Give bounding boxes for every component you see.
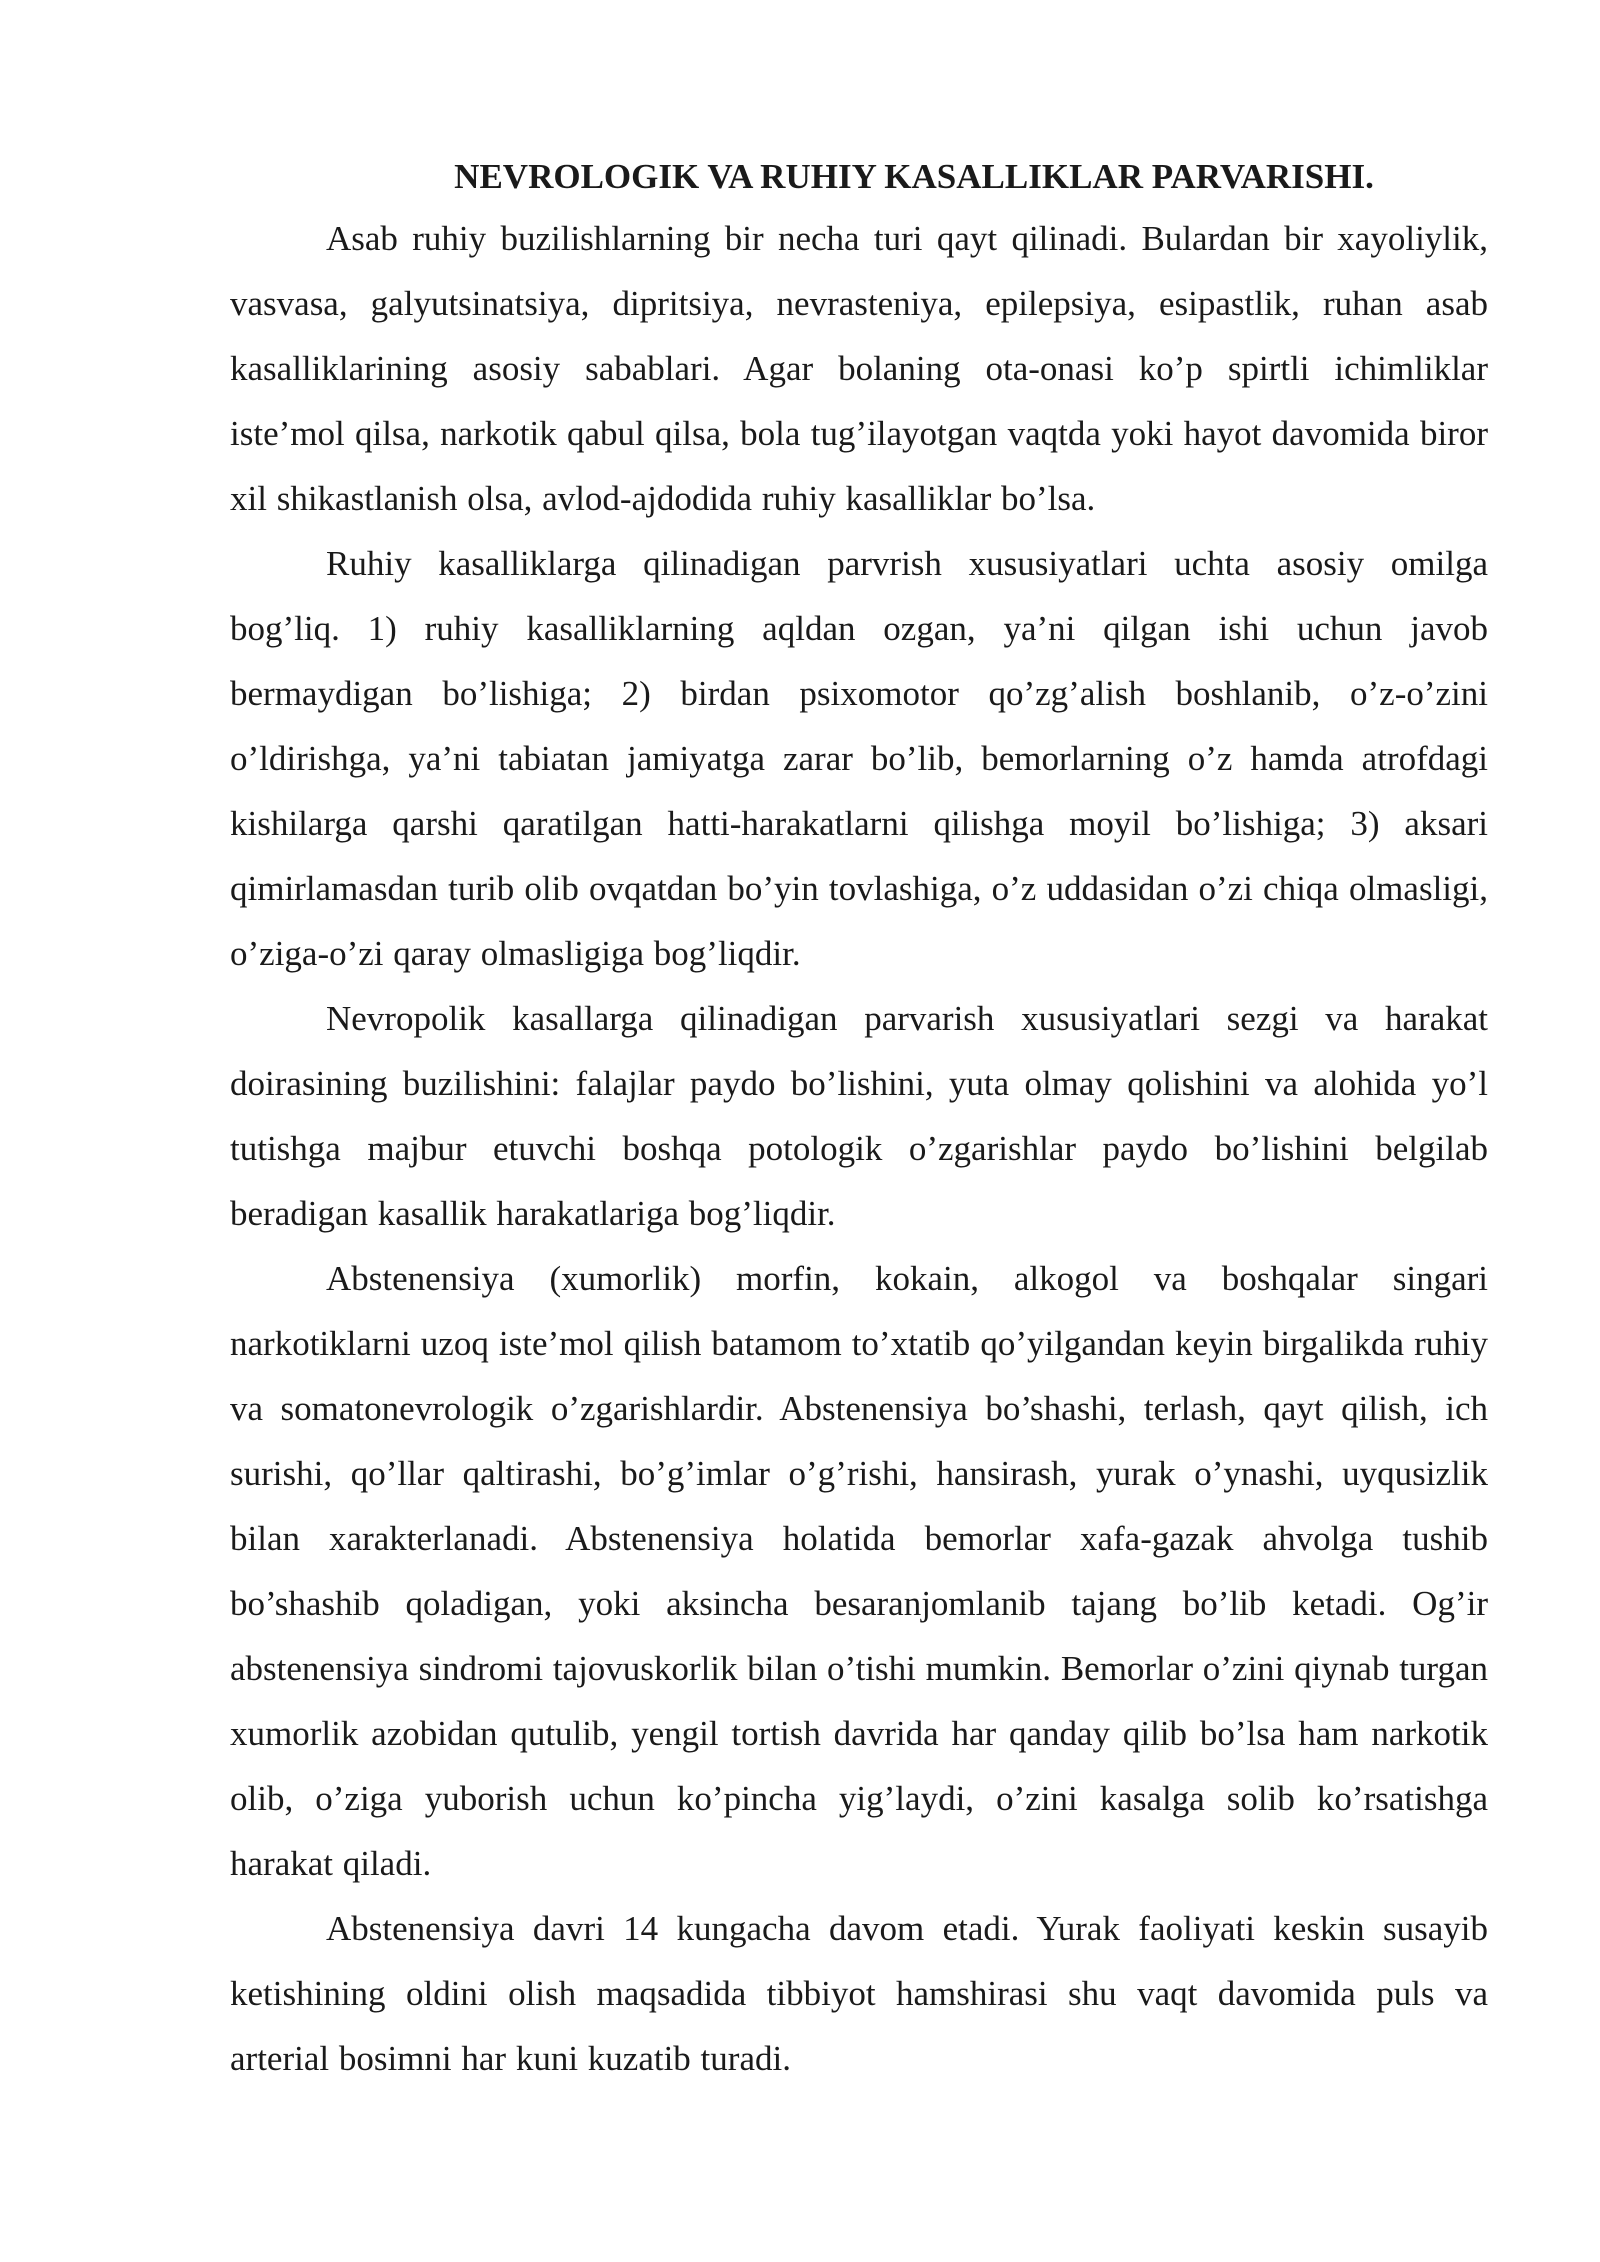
document-title: NEVROLOGIK VA RUHIY KASALLIKLAR PARVARISHI. (454, 157, 1374, 196)
paragraph-1: Asab ruhiy buzilishlarning bir necha turi qayt qilinadi. Bulardan bir xayoliylik, vasvasa, galyutsinatsiya, dipritsiya, nevrasteniya, epilepsiya, esipastlik, ruhan asab kasalliklarining asosiy sabablari. Agar bolaning ota-onasi ko’p spirtli ichimliklar iste’mol qilsa, narkotik qabul qilsa, bola tug’ilayotgan vaqtda yoki hayot davomida biror xil shikastlanish olsa, avlod-ajdodida ruhiy kasalliklar bo’lsa. (230, 219, 1488, 518)
paragraph-2: Ruhiy kasalliklarga qilinadigan parvrish xususiyatlari uchta asosiy omilga bog’liq. 1) ruhiy kasalliklarning aqldan ozgan, ya’ni qilgan ishi uchun javob bermaydigan bo’lishiga; 2) birdan psixomotor qo’zg’alish boshlanib, o’z-o’zini o’ldirishga, ya’ni tabiatan jamiyatga zarar bo’lib, bemorlarning o’z hamda atrofdagi kishilarga qarshi qaratilgan hatti-harakatlarni qilishga moyil bo’lishiga; 3) aksari qimirlamasdan turib olib ovqatdan bo’yin tovlashiga, o’z uddasidan o’zi chiqa olmasligi, o’ziga-o’zi qaray olmasligiga bog’liqdir. (230, 544, 1488, 973)
document-body (230, 148, 1488, 2091)
paragraph-4: Abstenensiya (xumorlik) morfin, kokain, alkogol va boshqalar singari narkotiklarni uzoq iste’mol qilish batamom to’xtatib qo’yilgandan keyin birgalikda ruhiy va somatonevrologik o’zgarishlardir. Abstenensiya bo’shashi, terlash, qayt qilish, ich surishi, qo’llar qaltirashi, bo’g’imlar o’g’rishi, hansirash, yurak o’ynashi, uyqusizlik bilan xarakterlanadi. Abstenensiya holatida bemorlar xafa-gazak ahvolga tushib bo’shashib qoladigan, yoki aksincha besaranjomlanib tajang bo’lib ketadi. Og’ir abstenensiya sindromi tajovuskorlik bilan o’tishi mumkin. Bemorlar o’zini qiynab turgan xumorlik azobidan qutulib, yengil tortish davrida har qanday qilib bo’lsa ham narkotik olib, o’ziga yuborish uchun ko’pincha yig’laydi, o’zini kasalga solib ko’rsatishga harakat qiladi. (230, 1259, 1488, 1883)
paragraph-3: Nevropolik kasallarga qilinadigan parvarish xususiyatlari sezgi va harakat doirasining buzilishini: falajlar paydo bo’lishini, yuta olmay qolishini va alohida yo’l tutishga majbur etuvchi boshqa potologik o’zgarishlar paydo bo’lishini belgilab beradigan kasallik harakatlariga bog’liqdir. (230, 999, 1488, 1233)
paragraph-5: Abstenensiya davri 14 kungacha davom etadi. Yurak faoliyati keskin susayib ketishining oldini olish maqsadida tibbiyot hamshirasi shu vaqt davomida puls va arterial bosimni har kuni kuzatib turadi. (230, 1909, 1488, 2078)
